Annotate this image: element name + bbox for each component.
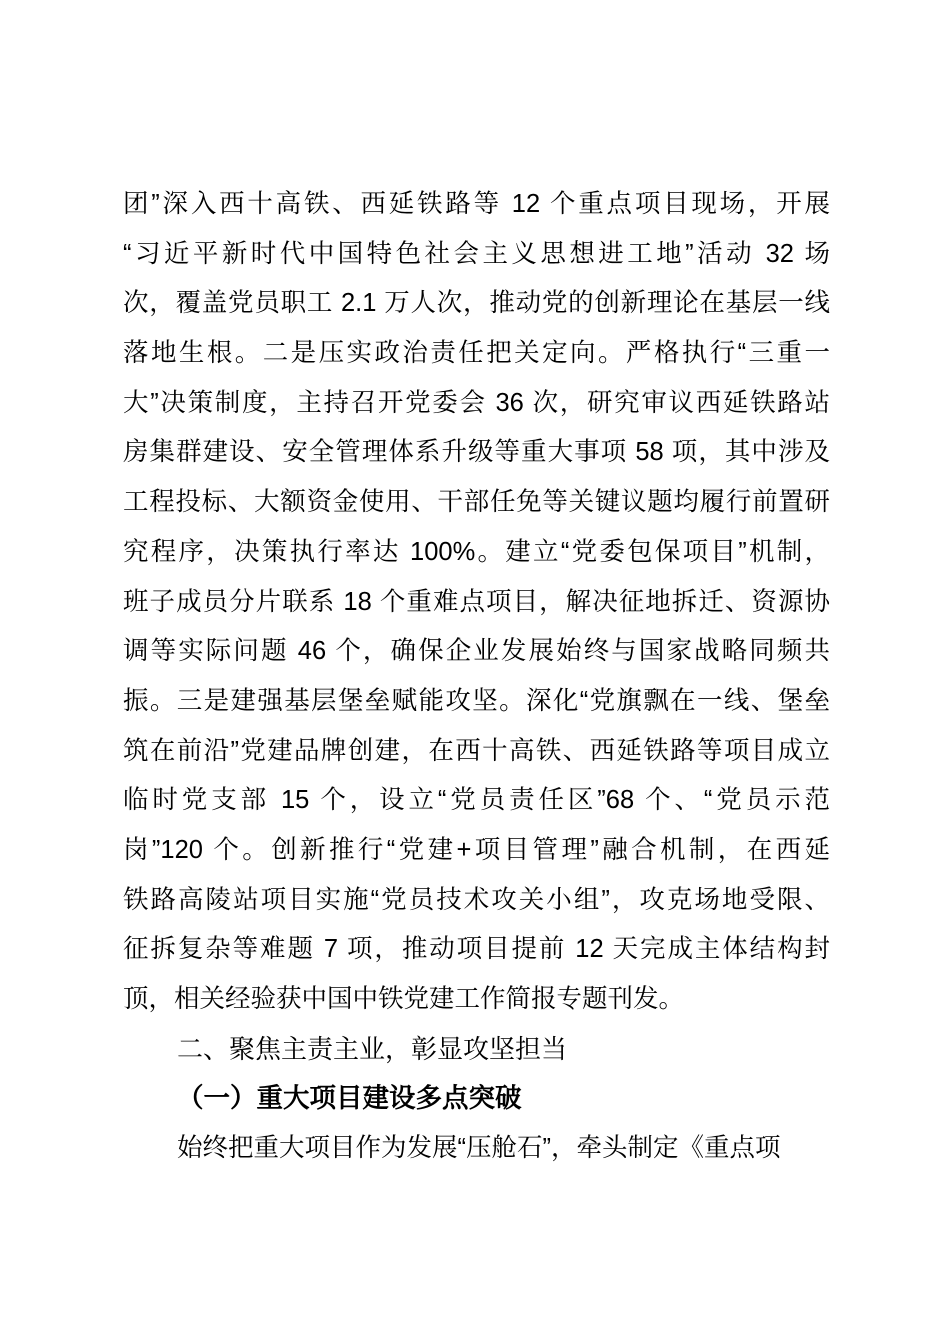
text-line: 工程投标、大额资金使用、干部任免等关键议题均履行前置研 (123, 488, 830, 517)
text-line: 班子成员分片联系 18 个重难点项目，解决征地拆迁、资源协 (123, 587, 830, 616)
text-line: 大”决策制度，主持召开党委会 36 次，研究审议西延铁路站 (123, 388, 830, 417)
text-line: 调等实际问题 46 个，确保企业发展始终与国家战略同频共 (123, 637, 830, 666)
text-line: 临时党支部 15 个，设立“党员责任区”68 个、“党员示范 (123, 786, 830, 815)
text-line: 团”深入西十高铁、西延铁路等 12 个重点项目现场，开展 (123, 190, 830, 218)
text-line: 征拆复杂等难题 7 项，推动项目提前 12 天完成主体结构封 (123, 935, 830, 964)
text-line: 落地生根。二是压实政治责任把关定向。严格执行“三重一 (123, 339, 830, 368)
text-line: 二、聚焦主责主业，彰显攻坚担当 (177, 1034, 568, 1064)
text-line: 筑在前沿”党建品牌创建，在西十高铁、西延铁路等项目成立 (123, 736, 830, 765)
text-line: 次，覆盖党员职工 2.1 万人次，推动党的创新理论在基层一线 (123, 289, 830, 318)
text-line: 振。三是建强基层堡垒赋能攻坚。深化“党旗飘在一线、堡垒 (123, 686, 830, 715)
text-line: 顶，相关经验获中国中铁党建工作简报专题刊发。 (123, 985, 685, 1013)
text-line: 铁路高陵站项目实施“党员技术攻关小组”，攻克场地受限、 (123, 885, 830, 914)
text-line: 始终把重大项目作为发展“压舱石”，牵头制定《重点项 (177, 1134, 781, 1163)
text-line: 究程序，决策执行率达 100%。建立“党委包保项目”机制， (123, 537, 830, 566)
text-line: （一）重大项目建设多点突破 (177, 1083, 522, 1114)
text-line: 房集群建设、安全管理体系升级等重大事项 58 项，其中涉及 (123, 438, 830, 467)
text-line: 岗”120 个。创新推行“党建+项目管理”融合机制，在西延 (123, 835, 830, 864)
document-text-block (123, 180, 830, 1174)
text-line: “习近平新时代中国特色社会主义思想进工地”活动 32 场 (123, 239, 830, 268)
